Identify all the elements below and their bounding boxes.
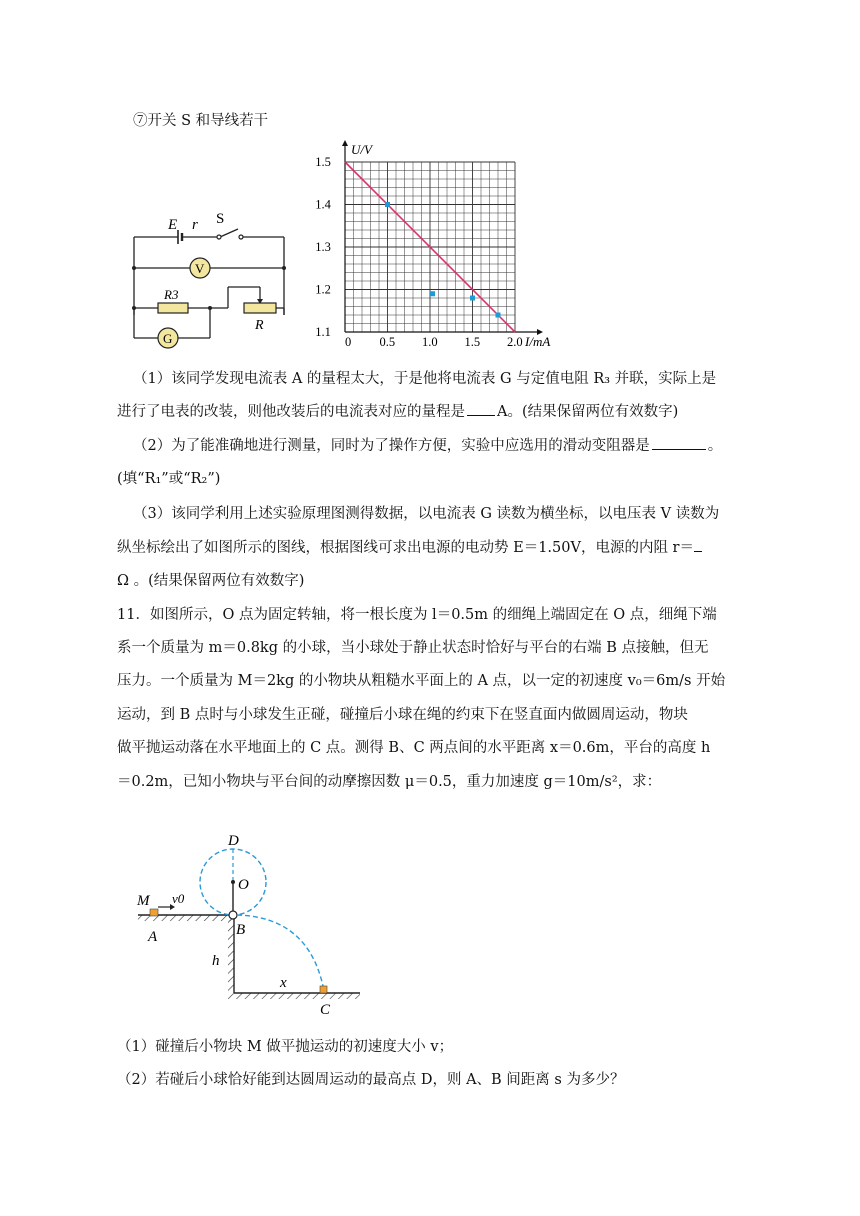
data-point <box>470 296 475 301</box>
label-E: E <box>168 217 178 233</box>
item-7-switch: ⑦开关 S 和导线若干 <box>133 113 269 129</box>
y-tick-label: 1.5 <box>315 155 331 169</box>
label-V: V <box>195 261 205 276</box>
q2-line2: (填“R₁”或“R₂”) <box>117 471 221 487</box>
y-axis-label: U/V <box>351 142 372 157</box>
y-axis-arrow <box>342 140 348 146</box>
sub-question-2: （2）若碰后小球恰好能到达圆周运动的最高点 D，则 A、B 间距离 s 为多少？ <box>117 1072 625 1088</box>
y-tick-label: 1.1 <box>315 325 331 339</box>
p11-line3: 压力。一个质量为 M＝2kg 的小物块从粗糙水平面上的 A 点，以一定的初速度 v₀＝6m/s 开始 <box>117 673 726 689</box>
p11-line1: 11．如图所示，O 点为固定转轴，将一根长度为 l＝0.5m 的细绳上端固定在 O 点，细绳下端 <box>117 607 717 623</box>
label-O: O <box>238 877 249 893</box>
q1-line2 <box>117 402 678 422</box>
q3-line2-text: 纵坐标绘出了如图所示的图线，根据图线可求出电源的电动势 E＝1.50V，电源的内阻 r＝ <box>117 540 694 556</box>
q3-line3: Ω 。(结果保留两位有效数字) <box>117 573 305 589</box>
x-tick-label: 2.0 <box>507 335 523 349</box>
x-tick-label: 1.5 <box>464 335 481 349</box>
label-R: R <box>255 318 264 333</box>
mechanics-figure <box>130 825 370 1025</box>
p11-line2: 系一个质量为 m＝0.8kg 的小球，当小球处于静止状态时恰好与平台的右端 B 点接触，但无 <box>117 640 709 656</box>
sub-question-1: （1）碰撞后小物块 M 做平抛运动的初速度大小 v； <box>117 1039 454 1055</box>
p11-line4: 运动，到 B 点时与小球发生正碰，碰撞后小球在绳的约束下在竖直面内做圆周运动，物块 <box>117 707 688 723</box>
p11-line6: ＝0.2m，已知小物块与平台间的动摩擦因数 μ＝0.5，重力加速度 g＝10m/s²，求： <box>117 774 662 790</box>
u-i-chart <box>310 138 580 358</box>
label-C: C <box>320 1002 331 1018</box>
q2-line1-end: 。 <box>707 438 723 454</box>
p11-line5: 做平抛运动落在水平地面上的 C 点。测得 B、C 两点间的水平距离 x＝0.6m，平台的高度 h <box>117 740 711 756</box>
q3-answer-blank[interactable] <box>694 538 702 552</box>
x-tick-label: 0 <box>345 335 352 349</box>
label-R3: R3 <box>164 287 179 302</box>
q2-line1-text: （2）为了能准确地进行测量，同时为了操作方便，实验中应选用的滑动变阻器是 <box>133 438 650 454</box>
label-A: A <box>148 929 158 945</box>
circuit-diagram <box>120 205 300 355</box>
q2-line1 <box>133 436 722 456</box>
y-tick-label: 1.2 <box>315 282 331 297</box>
label-G: G <box>163 331 173 346</box>
label-B: B <box>236 922 246 938</box>
label-v0: v0 <box>172 891 185 906</box>
data-point <box>496 313 501 318</box>
q3-line2 <box>117 538 702 558</box>
x-tick-label: 0.5 <box>379 335 396 349</box>
label-D: D <box>228 833 239 849</box>
data-point <box>430 291 435 296</box>
label-S: S <box>216 211 225 227</box>
q1-line2b: A。(结果保留两位有效数字) <box>497 404 679 420</box>
q1-line1: （1）该同学发现电流表 A 的量程太大，于是他将电流表 G 与定值电阻 R₃ 并联，实际上是 <box>133 371 717 387</box>
label-h: h <box>212 953 220 969</box>
x-axis-label: I/mA <box>525 334 551 349</box>
x-tick-label: 1.0 <box>422 335 438 349</box>
q3-line1: （3）该同学利用上述实验原理图测得数据，以电流表 G 读数为横坐标，以电压表 V 读数为 <box>133 506 720 522</box>
y-tick-label: 1.3 <box>315 240 331 254</box>
y-tick-label: 1.4 <box>315 197 331 212</box>
data-point <box>385 202 390 207</box>
label-x: x <box>280 975 287 991</box>
label-r: r <box>192 217 198 233</box>
label-M: M <box>137 893 150 909</box>
q1-line2a: 进行了电表的改装，则他改装后的电流表对应的量程是 <box>117 404 465 420</box>
q2-answer-blank[interactable] <box>652 436 706 450</box>
q1-answer-blank[interactable] <box>467 402 495 416</box>
